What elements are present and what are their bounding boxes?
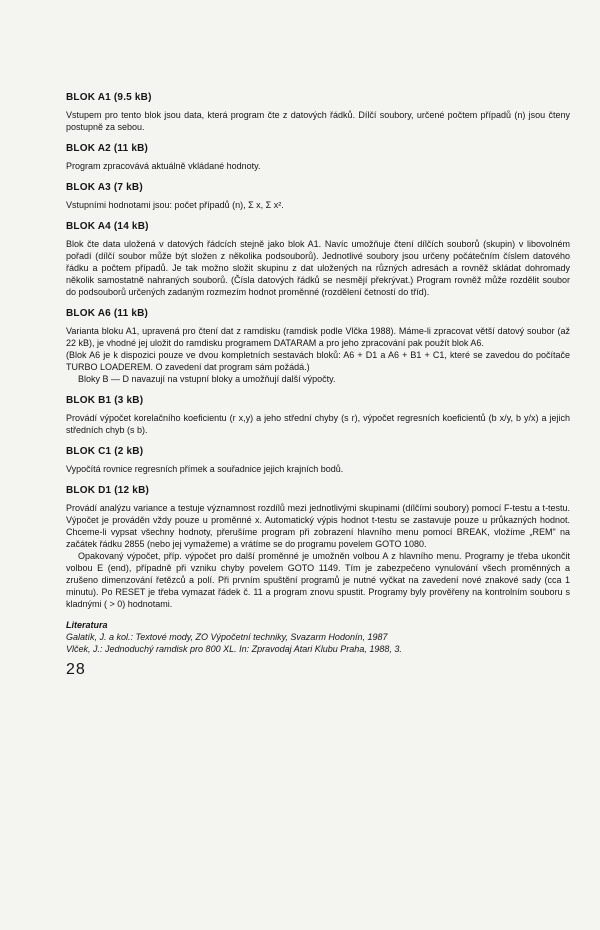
section-a1 bbox=[66, 92, 570, 133]
section-d1 bbox=[66, 485, 570, 610]
section-a6 bbox=[66, 308, 570, 385]
section-paragraph: Program zpracovává aktuálně vkládané hodnoty. bbox=[66, 161, 261, 171]
literature-item: Galatík, J. a kol.: Textové mody, ZO Výpočetní techniky, Svazarm Hodonín, 1987 bbox=[66, 632, 388, 642]
section-paragraph: Blok čte data uložená v datových řádcích stejně jako blok A1. Navíc umožňuje čtení dílčích souborů (skupin) v libovolném pořadí (dílčí soubor může být složen z několika podsouborů). Jednotlivé soubory jsou určeny počátečním číslem datového řádku a počtem případů. Je tak možno složit skupinu z dat uložených na různých adresách a rovněž skládat dohromady několik samostatně nahraných souborů. (Čísla datových řádků se nesmějí překrývat.) Program rovněž může rozdělit soubor do podsouborů určených zadaným rozmezím hodnot proměnné (rozdělení četností do tříd). bbox=[66, 239, 570, 297]
section-heading: BLOK B1 (3 kB) bbox=[66, 395, 144, 406]
section-paragraph: Varianta bloku A1, upravená pro čtení dat z ramdisku (ramdisk podle Vlčka 1988). Máme-li zpracovat větší datový soubor (až 22 kB), je vhodné jej uložit do ramdisku programem DATARAM a pro jeho zpracování pak použít blok A6. bbox=[66, 326, 570, 348]
section-a2 bbox=[66, 143, 570, 172]
section-paragraph: Bloky B — D navazují na vstupní bloky a umožňují další výpočty. bbox=[78, 374, 336, 384]
section-heading: BLOK A1 (9.5 kB) bbox=[66, 92, 152, 103]
literature bbox=[66, 620, 570, 655]
section-heading: BLOK A3 (7 kB) bbox=[66, 182, 143, 193]
section-c1 bbox=[66, 446, 570, 475]
section-paragraph: Provádí analýzu variance a testuje významnost rozdílů mezi jednotlivými skupinami (dílčími soubory) pomocí F-testu a t-testu. Výpočet je prováděn vždy pouze u proměnné x. Automatický výpis hodnot t-testu se zastavuje pouze u průkazných hodnot. Chceme-li vypsat všechny hodnoty, přerušíme program při zobrazení hlavního menu pomocí BREAK, vložíme „REM" na začátek řádku 2855 (nebo jej vymažeme) a vrátíme se do programu povelem GOTO 1080. bbox=[66, 503, 570, 549]
literature-item: Vlček, J.: Jednoduchý ramdisk pro 800 XL. In: Zpravodaj Atari Klubu Praha, 1988, 3. bbox=[66, 644, 402, 654]
section-a3 bbox=[66, 182, 570, 211]
section-paragraph: Vypočítá rovnice regresních přímek a souřadnice jejich krajních bodů. bbox=[66, 464, 344, 474]
section-heading: BLOK A4 (14 kB) bbox=[66, 221, 149, 232]
section-b1 bbox=[66, 395, 570, 436]
section-paragraph: Opakovaný výpočet, příp. výpočet pro další proměnné je umožněn volbou A z hlavního menu. Programy je třeba ukončit volbou E (end), případně při vzniku chyby povelem GOTO 1149. Tím je zabezpečeno vynulování všech proměnných a zrušeno dimenzování řetězců a polí. Při prvním spuštění programů je nutné vyčkat na zavedení nové znakové sady (cca 1 minutu). Po RESET je třeba vymazat řádek č. 11 a program znovu spustit. Programy byly prověřeny na kontrolním souboru s kladnými ( > 0) hodnotami. bbox=[66, 551, 570, 609]
page-number: 28 bbox=[66, 661, 86, 678]
section-heading: BLOK C1 (2 kB) bbox=[66, 446, 144, 457]
section-heading: BLOK A6 (11 kB) bbox=[66, 308, 149, 319]
literature-heading: Literatura bbox=[66, 620, 108, 630]
section-paragraph: Vstupem pro tento blok jsou data, která program čte z datových řádků. Dílčí soubory, určené počtem případů (n) jsou čteny postupně za sebou. bbox=[66, 110, 570, 132]
section-heading: BLOK D1 (12 kB) bbox=[66, 485, 150, 496]
section-paragraph: (Blok A6 je k dispozici pouze ve dvou kompletních sestavách bloků: A6 + D1 a A6 + B1 + C1, které se zavedou do počítače TURBO LOADEREM. O zavedení dat program sám požádá.) bbox=[66, 350, 570, 372]
section-paragraph: Vstupními hodnotami jsou: počet případů (n), Σ x, Σ x². bbox=[66, 200, 284, 210]
section-a4 bbox=[66, 221, 570, 298]
section-paragraph: Provádí výpočet korelačního koeficientu (r x,y) a jeho střední chyby (s r), výpočet regresních koeficientů (b x/y, b y/x) a jejich středních chyb (s b). bbox=[66, 413, 570, 435]
section-heading: BLOK A2 (11 kB) bbox=[66, 143, 149, 154]
